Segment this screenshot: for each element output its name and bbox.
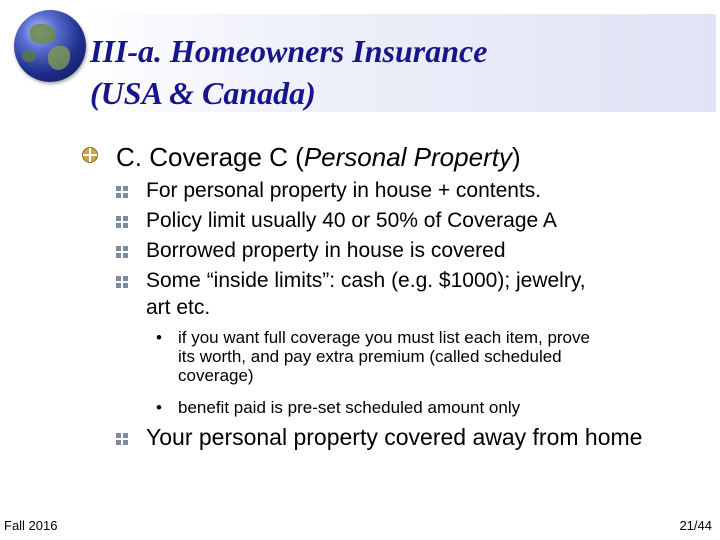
square-cross-bullet-icon xyxy=(116,216,128,228)
dot-bullet: • xyxy=(156,398,162,417)
main-point-prefix: C. Coverage C ( xyxy=(116,142,304,172)
detail-line: benefit paid is pre-set scheduled amount only xyxy=(178,398,521,417)
square-cross-bullet-icon xyxy=(116,433,128,445)
footer-date: Fall 2016 xyxy=(4,518,58,533)
square-cross-bullet-icon xyxy=(116,246,128,258)
detail-line: if you want full coverage you must list each item, prove xyxy=(178,328,590,347)
sub-point: For personal property in house + contents. xyxy=(146,179,542,202)
main-point-suffix: ) xyxy=(511,142,521,172)
sub-point: Policy limit usually 40 or 50% of Coverage A xyxy=(146,209,557,232)
compass-bullet-icon xyxy=(82,147,98,163)
main-point-italic: Personal Property xyxy=(303,142,512,172)
last-point: Your personal property covered away from home xyxy=(146,424,643,450)
sub-point: Borrowed property in house is covered xyxy=(146,239,506,262)
dot-bullet: • xyxy=(156,328,162,347)
slide-title xyxy=(90,30,487,114)
title-line-2: (USA & Canada) xyxy=(90,75,316,111)
page-number: 21/44 xyxy=(679,518,712,533)
globe-icon xyxy=(14,10,86,82)
main-point xyxy=(116,141,521,173)
detail-line: coverage) xyxy=(178,366,254,385)
sub-point: Some “inside limits”: cash (e.g. $1000); jewelry, xyxy=(146,269,586,292)
title-line-1: III-a. Homeowners Insurance xyxy=(90,33,488,69)
square-cross-bullet-icon xyxy=(116,276,128,288)
sub-point-continued: art etc. xyxy=(146,296,211,319)
detail-line: its worth, and pay extra premium (called scheduled xyxy=(178,347,562,366)
square-cross-bullet-icon xyxy=(116,186,128,198)
